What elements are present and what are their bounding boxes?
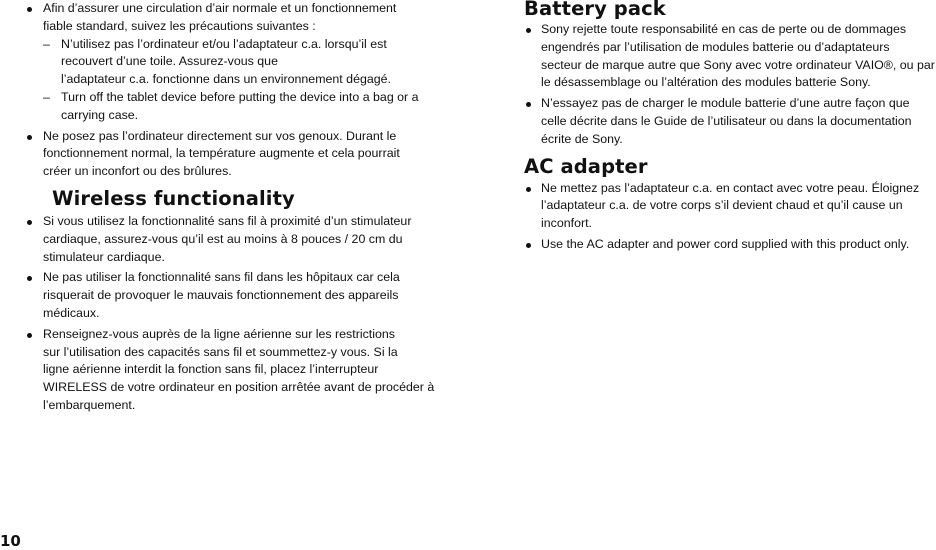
list-item-supplied-adapter: Use the AC adapter and power cord supplied with this product only. [524,236,936,254]
left-column [0,0,466,415]
ventilation-sublist [43,36,466,125]
bullet-icon [27,333,32,338]
bullet-icon [27,7,32,12]
bullet-icon [526,28,531,33]
page-number: 10 [0,532,21,550]
bullet-icon [27,220,32,225]
list-item-charging: N’essayez pas de charger le module batterie d’une autre façon que celle décrite dans le Guide de l’utilisateur ou dans la documentation écrite de Sony. [524,95,936,148]
heading-battery-pack: Battery pack [524,0,666,20]
list-item-hospitals: Ne pas utiliser la fonctionnalité sans fil dans les hôpitaux car cela risquerait de provoquer le mauvais fonctionnement des appareils médicaux. [0,269,466,322]
battery-list [524,21,936,149]
wireless-list [0,213,466,415]
bullet-icon [526,102,531,107]
list-item-ventilation: Afin d’assurer une circulation d’air normale et un fonctionnement fiable standard, suivez les précautions suivantes : – N’utilisez pas l’ordinateur et/ou l’adaptateur c.a. lorsqu’il est recouvert d’une toile. Assurez-vous que l’adaptateur c.a. fonctionne dans un environnement dégagé. – Turn off the tablet device before putting the device into a bag or a carrying case. [0,0,466,125]
sub-item-bag: – Turn off the tablet device before putting the device into a bag or a carrying case. [43,89,419,122]
heading-wireless: Wireless functionality [52,186,295,210]
dash-marker: – [43,36,50,51]
list-item-lap: Ne posez pas l’ordinateur directement sur vos genoux. Durant le fonctionnement normal, la température augmente et cela pourrait créer un inconfort ou des brûlures. [0,128,466,181]
bullet-icon [526,243,531,248]
sub-item-cloth: – N’utilisez pas l’ordinateur et/ou l’adaptateur c.a. lorsqu’il est recouvert d’une toile. Assurez-vous que l’adaptateur c.a. fonctionne dans un environnement dégagé. [43,36,391,87]
bullet-icon [526,187,531,192]
adapter-list [524,180,936,254]
ventilation-list [0,0,466,181]
list-item-sony-liability: Sony rejette toute responsabilité en cas de perte ou de dommages engendrés par l’utilisation de modules batterie ou d’adaptateurs secteur de marque autre que Sony avec votre ordinateur VAIO®, ou par le désassemblage ou l’altération des modules batterie Sony. [524,21,936,92]
heading-ac-adapter: AC adapter [524,154,648,178]
list-item-skin-contact: Ne mettez pas l’adaptateur c.a. en contact avec votre peau. Éloignez l’adaptateur c.a. de votre corps s’il devient chaud et qu’il cause un inconfort. [524,180,936,233]
list-item-airline: Renseignez-vous auprès de la ligne aérienne sur les restrictions sur l’utilisation des capacités sans fil et soummettez-y vous. Si la ligne aérienne interdit la fonction sans fil, placez l’interrupteur WIRELESS de votre ordinateur en position arrêtée avant de procéder à l’embarquement. [0,326,466,415]
right-column [524,0,936,254]
bullet-icon [27,135,32,140]
dash-marker: – [43,89,50,104]
bullet-icon [27,276,32,281]
list-item-pacemaker: Si vous utilisez la fonctionnalité sans fil à proximité d’un stimulateur cardiaque, assurez-vous qu’il est au moins à 8 pouces / 20 cm du stimulateur cardiaque. [0,213,466,266]
